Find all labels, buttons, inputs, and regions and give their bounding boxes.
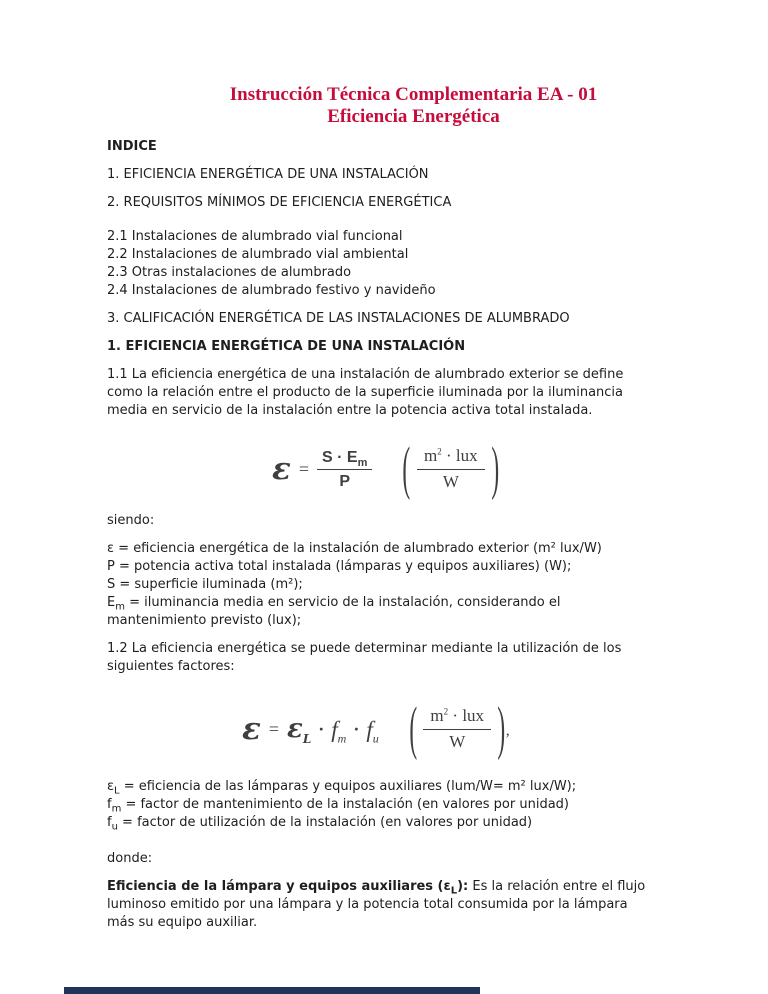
index-subsection-2-3: 2.3 Otras instalaciones de alumbrado [107, 265, 352, 280]
formula-fraction [317, 448, 372, 491]
siendo-definitions [107, 540, 720, 630]
definition-fm: $f_m$ = factor de mantenimiento de la instalación (en valores por unidad) [107, 797, 569, 815]
epsilon-symbol: ε [242, 710, 261, 747]
epsilon-l-term: $\varepsilon_L$ [287, 714, 312, 747]
index-heading: INDICE [107, 139, 157, 154]
definition-epsilon: ε = eficiencia energética de la instalación de alumbrado exterior (m² lux/W) [107, 541, 602, 556]
definition-fu: $f_u$ = factor de utilización de la instalación (en valores por unidad) [107, 815, 533, 833]
siendo-label: siendo: [107, 513, 155, 528]
fraction-numerator: $S \cdot E_m$ [317, 448, 372, 470]
index-subsections [107, 228, 720, 300]
index-item-2: 2. REQUISITOS MÍNIMOS DE EFICIENCIA ENERGÉTICA [107, 195, 452, 210]
lamp-efficiency-term: Eficiencia de la lámpara y equipos auxiliares $(\varepsilon_L)$: [107, 879, 469, 897]
units-numerator: $m^2$ · lux [423, 706, 491, 730]
equals-sign: = [268, 719, 280, 739]
document-title [107, 84, 720, 128]
index-subsection-2-2: 2.2 Instalaciones de alumbrado vial ambiental [107, 247, 409, 262]
multiplication-dot: · [318, 719, 325, 739]
close-paren: ) [497, 694, 506, 762]
document-title-line1: Instrucción Técnica Complementaria EA - 01 [229, 84, 598, 105]
index-subsection-2-4: 2.4 Instalaciones de alumbrado festivo y navideño [107, 283, 436, 298]
epsilon-symbol: ε [272, 450, 291, 487]
formula-efficiency-definition [272, 436, 720, 502]
units-denominator: W [449, 732, 466, 751]
units-denominator: W [442, 472, 459, 491]
multiplication-dot: · [353, 719, 360, 739]
section-1-heading: 1. EFICIENCIA ENERGÉTICA DE UNA INSTALACIÓN [107, 339, 466, 354]
index-item-3: 3. CALIFICACIÓN ENERGÉTICA DE LAS INSTALACIONES DE ALUMBRADO [107, 311, 570, 326]
formula-units [409, 694, 510, 762]
index-item-1: 1. EFICIENCIA ENERGÉTICA DE UNA INSTALACIÓN [107, 167, 429, 182]
open-paren: ( [409, 694, 417, 762]
definition-s: S = superficie iluminada (m²); [107, 577, 303, 592]
fraction-denominator: P [339, 472, 351, 490]
units-fraction [417, 446, 485, 492]
formula-efficiency-factors [242, 696, 720, 762]
trailing-comma: , [505, 722, 510, 739]
equals-sign: = [298, 459, 310, 479]
definition-epsilon-l: $\varepsilon_L$ = eficiencia de las lámparas y equipos auxiliares (lum/W= m² lux/W); [107, 779, 577, 797]
paragraph-1-2: 1.2 La eficiencia energética se puede determinar mediante la utilización de los siguientes factores: [107, 641, 622, 674]
fu-term: $f_u$ [366, 716, 379, 746]
fm-term: $f_m$ [331, 716, 347, 746]
index-subsection-2-1: 2.1 Instalaciones de alumbrado vial funcional [107, 229, 403, 244]
formula-units [402, 434, 499, 502]
horizontal-scrollbar-thumb[interactable] [64, 987, 480, 994]
definition-em: $E_m$ = iluminancia media en servicio de la instalación, considerando el mantenimiento previsto (lux); [107, 595, 561, 628]
definition-p: P = potencia activa total instalada (lámparas y equipos auxiliares) (W); [107, 559, 572, 574]
donde-label: donde: [107, 851, 153, 866]
close-paren: ) [491, 434, 499, 502]
factor-definitions [107, 778, 720, 832]
open-paren: ( [402, 434, 411, 502]
document-title-line2: Eficiencia Energética [327, 106, 500, 127]
units-fraction [423, 706, 491, 752]
paragraph-lamp-efficiency: Eficiencia de la lámpara y equipos auxiliares $(\varepsilon_L)$: Es la relación entre el flujo luminoso emitido por una lámpara y la potencia total consumida por la lámpara más su equipo auxiliar. [107, 879, 646, 930]
units-numerator: $m^2$ · lux [417, 446, 485, 470]
paragraph-1-1: 1.1 La eficiencia energética de una instalación de alumbrado exterior se define como la relación entre el producto de la superficie iluminada por la iluminancia media en servicio de la instalación entre la potencia activa total instalada. [107, 367, 624, 418]
